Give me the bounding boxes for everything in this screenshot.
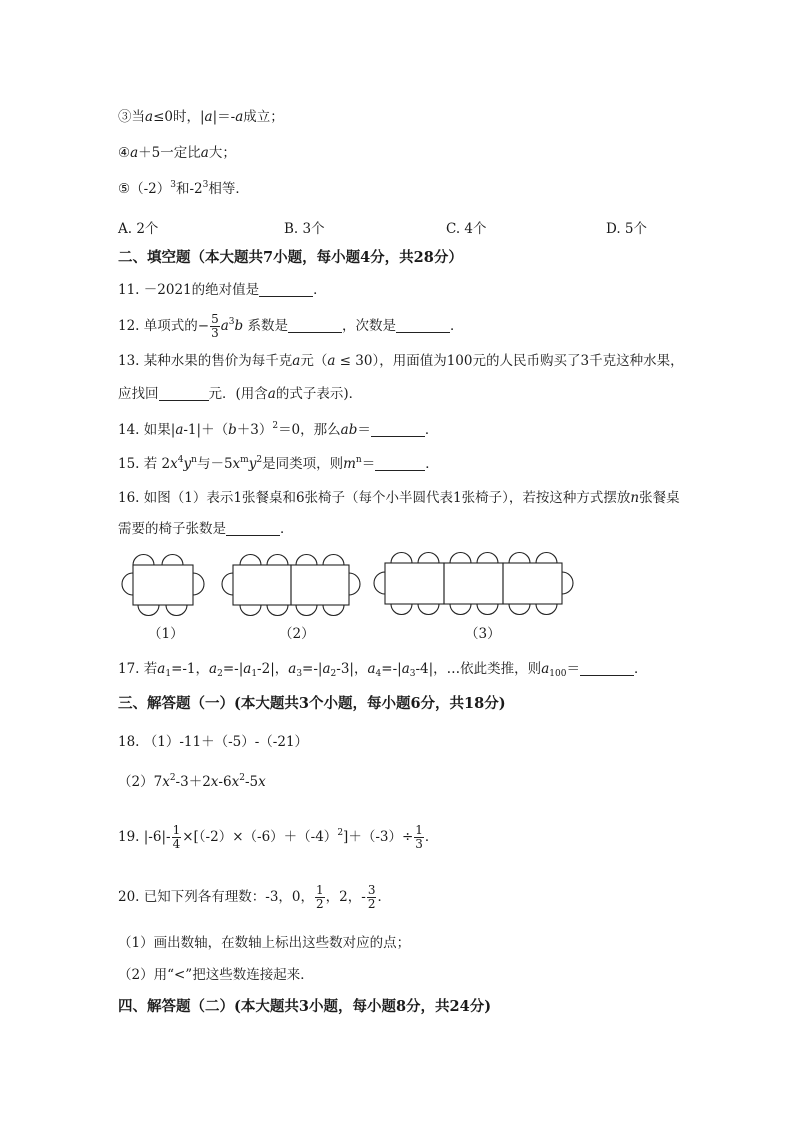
exponent: 2 [272, 421, 279, 431]
text: （-2） [130, 181, 171, 197]
chair-bottom [391, 604, 412, 615]
variable: b [234, 318, 244, 334]
denominator: 4 [172, 837, 181, 851]
question-text: 13. 某种水果的售价为每千克 [118, 353, 293, 369]
denominator: 3 [211, 326, 219, 340]
question-18-part-1: 18. （1）-11＋（-5）-（-21） [118, 734, 309, 750]
variable: a [327, 353, 336, 369]
text: 大； [208, 145, 236, 161]
variable: y [248, 456, 257, 472]
numerator: 5 [211, 312, 219, 326]
text: ，次数是 [341, 318, 396, 334]
option-b: B. 3个 [284, 221, 325, 237]
question-text: 17. 若 [118, 661, 158, 677]
table [385, 563, 444, 604]
chair-right [193, 573, 204, 595]
text: ，2，- [325, 889, 366, 905]
statement-number: ③ [118, 109, 132, 125]
figure-1 [122, 555, 204, 616]
variable: m [343, 456, 356, 472]
table [503, 563, 562, 604]
question-18-part-2 [118, 773, 266, 791]
chair-bottom [536, 604, 557, 615]
text: ≤0时，| [153, 109, 205, 125]
text: ． [633, 661, 648, 677]
chair-bottom [240, 605, 261, 616]
section-3-heading: 三、解答题（一）(本大题共3个小题，每小题6分，共18分) [118, 695, 506, 712]
variable: a [401, 661, 410, 677]
chair-right [349, 573, 360, 595]
text: ]＋（-3）÷ [343, 829, 414, 845]
text: ≤ 30），用面值为100元的人民币购买了3千克这种水果， [335, 353, 684, 369]
text: -3＋2 [175, 774, 211, 790]
text: ． [449, 318, 464, 334]
exponent: 3 [202, 180, 209, 190]
question-17 [118, 660, 647, 678]
question-text: 14. 如果| [118, 422, 176, 438]
numerator: 1 [172, 823, 181, 837]
exponent: n [191, 455, 197, 465]
text: ＝ [357, 422, 371, 438]
statement-number: ④ [118, 145, 131, 161]
text: 与－5 [196, 456, 233, 472]
text: -1|＋（ [183, 422, 229, 438]
chair-right [562, 572, 573, 594]
text: 当 [131, 109, 145, 125]
question-text: 19. |-6|- [118, 829, 171, 845]
option-d: D. 5个 [606, 221, 648, 237]
question-20-part-1: （1）画出数轴，在数轴上标出这些数对应的点； [118, 935, 411, 951]
question-text: 20. 已知下列各有理数：-3，0， [118, 889, 315, 905]
variable: a [145, 109, 154, 125]
figure-3-label: （3） [465, 626, 501, 642]
text: 成立； [243, 109, 284, 125]
exponent: 2 [169, 773, 176, 783]
exponent: m [240, 455, 249, 465]
text: -3|， [336, 661, 368, 677]
text: ＝ [566, 661, 580, 677]
text: -2|， [257, 661, 289, 677]
chair-top [267, 555, 288, 566]
fraction [172, 824, 182, 851]
text: ． [377, 889, 391, 905]
chair-bottom [138, 605, 159, 616]
chair-top [477, 553, 498, 564]
option-c: C. 4个 [446, 221, 487, 237]
option-a: A. 2个 [118, 221, 159, 237]
text: ＋5一定比 [138, 145, 201, 161]
text: ＋3） [236, 422, 273, 438]
exponent: 4 [177, 455, 184, 465]
question-text: 15. 若 2 [118, 456, 171, 472]
text: ． [424, 829, 439, 845]
variable: y [183, 456, 192, 472]
subscript: 1 [165, 669, 172, 679]
table [444, 563, 503, 604]
table [233, 565, 291, 605]
exponent: n [355, 455, 362, 465]
text: ×[（-2）×（-6）＋（-4） [182, 829, 338, 845]
chair-top [133, 555, 154, 566]
text: -4|，…依此类推，则 [415, 661, 542, 677]
variable: a [322, 661, 331, 677]
variable: a [220, 318, 229, 334]
text: 系数是 [243, 318, 288, 334]
section-2-heading: 二、填空题（本大题共7小题，每小题4分，共28分） [118, 249, 463, 266]
variable: x [210, 774, 219, 790]
variable: a [292, 353, 301, 369]
exponent: 3 [228, 317, 235, 327]
text: 元（ [300, 353, 328, 369]
subscript: 4 [375, 669, 382, 679]
chair-left [122, 573, 133, 595]
numerator: 1 [316, 883, 324, 897]
text: 张餐桌 [639, 490, 680, 506]
text: ． [424, 422, 439, 438]
chair-top [296, 555, 317, 566]
text: =-1， [171, 661, 210, 677]
text: =-| [381, 661, 402, 677]
section-4-heading: 四、解答题（二）(本大题共3小题，每小题8分，共24分) [118, 998, 492, 1015]
text: 和-2 [176, 181, 203, 197]
text: 相等． [208, 181, 249, 197]
question-text: 11. －2021的绝对值是 [118, 282, 260, 298]
exponent: 2 [337, 828, 344, 838]
text: ＝ [361, 456, 376, 472]
minus-sign: − [197, 318, 210, 334]
subscript: 2 [217, 669, 223, 679]
chair-top [162, 555, 183, 566]
question-20 [118, 882, 391, 912]
chair-top [240, 555, 261, 566]
text: =-| [222, 661, 244, 677]
chair-top [536, 553, 557, 564]
fraction [315, 884, 325, 911]
variable: x [258, 774, 266, 790]
text: 需要的椅子张数是 [118, 521, 226, 537]
question-20-part-2: （2）用“<”把这些数连接起来． [118, 967, 314, 983]
variable: ab [340, 422, 358, 438]
variable: a [235, 109, 244, 125]
text: ＝0，那么 [278, 422, 341, 438]
variable: x [162, 774, 170, 790]
exponent: 2 [256, 455, 263, 465]
chair-left [374, 572, 385, 594]
subscript: 3 [409, 669, 416, 679]
chair-top [418, 553, 439, 564]
variable: b [228, 422, 237, 438]
text: =-| [302, 661, 323, 677]
fraction [367, 884, 377, 911]
chair-bottom [477, 604, 498, 615]
variable: a [204, 109, 213, 125]
chair-bottom [323, 605, 344, 616]
chair-left [222, 573, 233, 595]
chair-bottom [267, 605, 288, 616]
answer-blank [580, 661, 634, 676]
table [133, 565, 193, 605]
denominator: 2 [367, 897, 376, 911]
exponent: 3 [170, 180, 176, 190]
variable: a [541, 661, 550, 677]
denominator: 3 [415, 837, 423, 851]
text: 的式子表示)． [275, 386, 363, 402]
variable: a [209, 661, 218, 677]
chair-top [323, 555, 344, 566]
numerator: 1 [415, 823, 423, 837]
subscript: 2 [330, 669, 337, 679]
question-text: 16. 如图（1）表示1张餐桌和6张椅子（每个小半圆代表1张椅子），若按这种方式摆放 [118, 490, 631, 506]
numerator: 3 [367, 883, 376, 897]
variable: a [130, 145, 139, 161]
variable: a [157, 661, 166, 677]
chair-top [509, 553, 530, 564]
statement-number: ⑤ [118, 181, 131, 197]
variable: a [288, 661, 297, 677]
variable: a [175, 422, 184, 438]
chair-bottom [296, 605, 317, 616]
chair-top [450, 553, 471, 564]
variable: a [367, 661, 376, 677]
variable: a [200, 145, 209, 161]
chair-bottom [450, 604, 471, 615]
figure-1-label: （1） [148, 626, 184, 642]
text: 是同类项，则 [262, 456, 344, 472]
chair-top [391, 553, 412, 564]
variable: a [267, 386, 276, 402]
denominator: 2 [316, 897, 324, 911]
variable: x [170, 456, 178, 472]
text: ． [425, 456, 439, 472]
subscript: 100 [549, 669, 567, 679]
fraction [414, 824, 424, 851]
text: 应找回 [118, 386, 159, 402]
text: ． [280, 521, 294, 537]
text: -6 [218, 774, 232, 790]
text: |＝- [212, 109, 236, 125]
text: 元．(用含 [208, 386, 268, 402]
text: （2）7 [118, 774, 163, 790]
text: -5 [244, 774, 259, 790]
figure-2 [222, 555, 360, 616]
table [291, 565, 349, 605]
question-19 [118, 822, 438, 852]
subscript: 1 [251, 669, 258, 679]
exponent: 2 [239, 773, 245, 783]
figure-3 [374, 553, 573, 615]
chair-bottom [166, 605, 187, 616]
subscript: 3 [296, 669, 303, 679]
text: ． [313, 282, 327, 298]
variable: x [231, 774, 240, 790]
variable: n [630, 490, 640, 506]
variable: x [232, 456, 241, 472]
variable: a [243, 661, 252, 677]
question-text: 12. 单项式的 [118, 318, 198, 334]
chair-bottom [418, 604, 439, 615]
figure-2-label: （2） [279, 626, 315, 642]
chair-bottom [509, 604, 530, 615]
